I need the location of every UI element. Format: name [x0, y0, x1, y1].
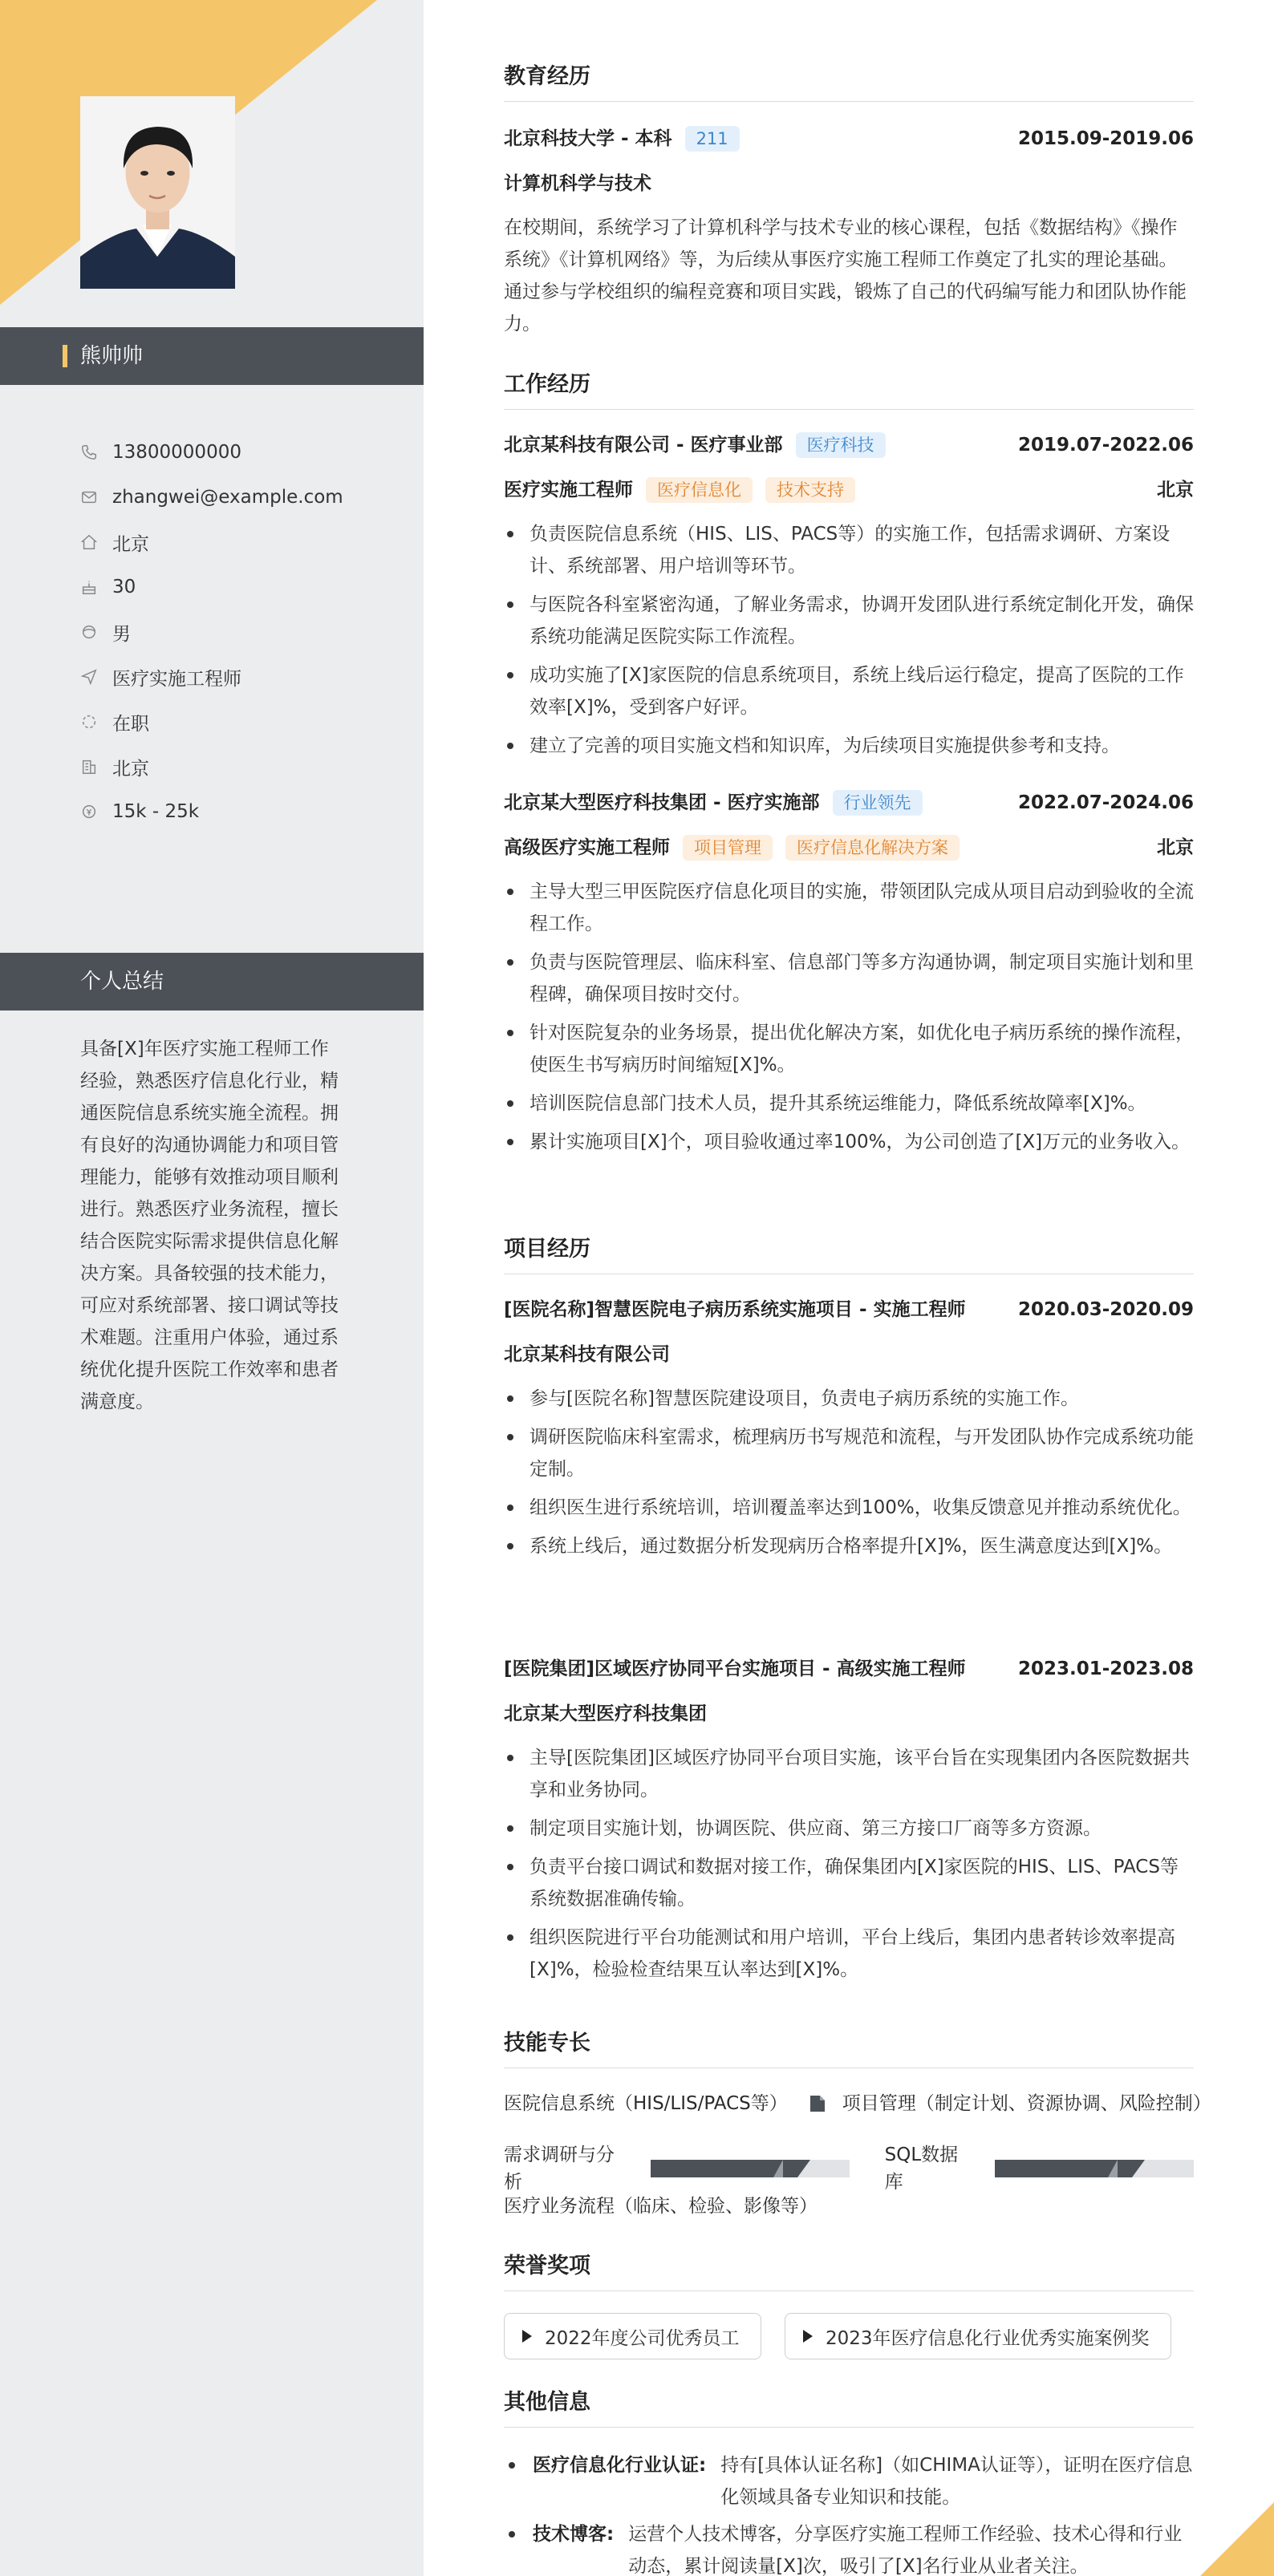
- award-text: 2022年度公司优秀员工: [545, 2327, 740, 2349]
- project-company: 北京某大型医疗科技集团: [504, 1703, 707, 1724]
- avatar: [80, 96, 235, 289]
- info-phone: [80, 430, 417, 475]
- job-position-tag: 医疗信息化解决方案: [785, 835, 960, 861]
- other-info-text: 运营个人技术博客，分享医疗实施工程师工作经验、技术心得和行业动态，累计阅读量[X]次，吸引了[X]名行业从业者关注。: [628, 2524, 1183, 2576]
- name-accent-mark: [63, 345, 67, 367]
- other-info-label: 技术博客:: [533, 2524, 615, 2545]
- salary-icon: [80, 803, 98, 820]
- job-header: [504, 789, 1194, 816]
- summary-text: 具备[X]年医疗实施工程师工作经验，熟悉医疗信息化行业，精通医院信息系统实施全流程。拥有良好的沟通协调能力和项目管理能力，能够有效推动项目顺利进行。熟悉医疗业务流程，擅长结合医院实际需求提供信息化解决方案。具备较强的技术能力，可应对系统部署、接口调试等技术难题。注重用户体验，通过系统优化提升医院工作效率和患者满意度。: [80, 1039, 339, 1412]
- summary-title: 个人总结: [80, 970, 164, 994]
- job-company: 北京某科技有限公司 - 医疗事业部: [504, 435, 783, 456]
- info-phone-value: 13800000000: [112, 442, 241, 463]
- document-icon: [809, 2094, 826, 2113]
- info-age: [80, 565, 417, 610]
- skill-level-fill: [651, 2160, 797, 2177]
- gender-icon: [80, 623, 98, 641]
- skill-level-bar: [651, 2160, 850, 2177]
- education-tag: 211: [685, 126, 740, 152]
- info-status-value: 在职: [112, 713, 149, 735]
- project-bullet-list: [504, 1383, 1194, 1569]
- job-company: 北京某大型医疗科技集团 - 医疗实施部: [504, 792, 820, 813]
- info-status: [80, 699, 417, 744]
- list-item: 主导[医院集团]区域医疗协同平台项目实施，该平台旨在实现集团内各医院数据共享和业务协同。: [504, 1742, 1194, 1806]
- project-header: [504, 1296, 1194, 1323]
- decorative-corner: [1200, 2502, 1274, 2576]
- info-salary: [80, 789, 417, 834]
- cake-icon: [80, 578, 98, 596]
- list-item: 组织医生进行系统培训，培训覆盖率达到100%，收集反馈意见并推动系统优化。: [504, 1492, 1194, 1524]
- other-section-title: 其他信息: [504, 2388, 1194, 2428]
- project-name: [医院集团]区域医疗协同平台实施项目 - 高级实施工程师: [504, 1659, 966, 1679]
- skill-name: 医疗业务流程（临床、检验、影像等）: [504, 2196, 818, 2217]
- info-gender-value: 男: [112, 623, 131, 645]
- award-item: [785, 2313, 1171, 2359]
- mail-icon: [80, 488, 98, 506]
- other-info-item: [504, 2449, 1194, 2513]
- project-name: [医院名称]智慧医院电子病历系统实施项目 - 实施工程师: [504, 1299, 966, 1320]
- play-icon: [803, 2330, 813, 2343]
- skills-row: [504, 2090, 1226, 2117]
- skills-section-title: 技能专长: [504, 2029, 1194, 2068]
- phone-icon: [80, 444, 98, 461]
- contact-info-list: [80, 430, 417, 834]
- job-company-tag: 行业领先: [833, 790, 923, 816]
- job-position: 高级医疗实施工程师: [504, 837, 670, 858]
- job-period: 2022.07-2024.06: [1017, 792, 1194, 813]
- skill-name: 医院信息系统（HIS/LIS/PACS等）: [504, 2093, 788, 2114]
- project-period: 2020.03-2020.09: [1017, 1299, 1194, 1320]
- other-info-item: [504, 2518, 1194, 2576]
- project-header: [504, 1655, 1194, 1683]
- info-salary-value: 15k - 25k: [112, 801, 200, 822]
- list-item: 针对医院复杂的业务场景，提出优化解决方案，如优化电子病历系统的操作流程，使医生书写病历时间缩短[X]%。: [504, 1017, 1194, 1081]
- job-position-tag: 技术支持: [765, 477, 855, 503]
- award-text: 2023年医疗信息化行业优秀实施案例奖: [826, 2327, 1150, 2349]
- project-company: 北京某科技有限公司: [504, 1344, 670, 1365]
- send-icon: [80, 668, 98, 686]
- education-section-title: 教育经历: [504, 63, 1194, 102]
- building-icon: [80, 758, 98, 776]
- info-email: [80, 475, 417, 520]
- skill-name: 需求调研与分析: [504, 2145, 615, 2193]
- home-icon: [80, 533, 98, 551]
- job-bullet-list: [504, 876, 1194, 1164]
- info-home-value: 北京: [112, 533, 149, 555]
- job-period: 2019.07-2022.06: [1017, 435, 1194, 456]
- list-item: 累计实施项目[X]个，项目验收通过率100%，为公司创造了[X]万元的业务收入。: [504, 1126, 1194, 1158]
- skills-row: [504, 2141, 1194, 2196]
- awards-section-title: 荣誉奖项: [504, 2252, 1194, 2291]
- info-city-value: 北京: [112, 758, 149, 780]
- list-item: 组织医院进行平台功能测试和用户培训，平台上线后，集团内患者转诊效率提高[X]%，检验检查结果互认率达到[X]%。: [504, 1922, 1194, 1986]
- skill-level-fill: [995, 2160, 1132, 2177]
- education-major-row: [504, 170, 1194, 197]
- project-bullet-list: [504, 1742, 1194, 1992]
- list-item: 制定项目实施计划，协调医院、供应商、第三方接口厂商等多方资源。: [504, 1813, 1194, 1845]
- project-company-row: [504, 1341, 1194, 1368]
- bullet-dot: [509, 2462, 515, 2469]
- education-school: 北京科技大学 - 本科: [504, 128, 672, 149]
- list-item: 系统上线后，通过数据分析发现病历合格率提升[X]%，医生满意度达到[X]%。: [504, 1530, 1194, 1562]
- project-company-row: [504, 1700, 1194, 1727]
- projects-section-title: 项目经历: [504, 1235, 1194, 1274]
- list-item: 培训医院信息部门技术人员，提升其系统运维能力，降低系统故障率[X]%。: [504, 1088, 1194, 1120]
- work-section-title: 工作经历: [504, 371, 1194, 410]
- list-item: 负责与医院管理层、临床科室、信息部门等多方沟通协调，制定项目实施计划和里程碑，确保项目按时交付。: [504, 946, 1194, 1011]
- list-item: 参与[医院名称]智慧医院建设项目，负责电子病历系统的实施工作。: [504, 1383, 1194, 1415]
- status-icon: [80, 713, 98, 731]
- job-position: 医疗实施工程师: [504, 480, 633, 500]
- candidate-name: 熊帅帅: [80, 344, 144, 368]
- info-age-value: 30: [112, 577, 136, 597]
- education-major: 计算机科学与技术: [504, 173, 651, 194]
- job-position-tag: 医疗信息化: [646, 477, 753, 503]
- summary-bar: [0, 953, 424, 1011]
- play-icon: [522, 2330, 532, 2343]
- sidebar: [0, 0, 424, 2576]
- name-bar: [0, 327, 424, 385]
- list-item: 建立了完善的项目实施文档和知识库，为后续项目实施提供参考和支持。: [504, 730, 1194, 762]
- award-item: [504, 2313, 761, 2359]
- skill-name: SQL数据库: [884, 2145, 959, 2193]
- list-item: 成功实施了[X]家医院的信息系统项目，系统上线后运行稳定，提高了医院的工作效率[X]%，受到客户好评。: [504, 659, 1194, 723]
- project-period: 2023.01-2023.08: [1017, 1659, 1194, 1679]
- info-home: [80, 520, 417, 565]
- list-item: 负责平台接口调试和数据对接工作，确保集团内[X]家医院的HIS、LIS、PACS等系统数据准确传输。: [504, 1851, 1194, 1915]
- job-company-tag: 医疗科技: [796, 432, 886, 458]
- info-position: [80, 654, 417, 699]
- info-position-value: 医疗实施工程师: [112, 668, 241, 690]
- bullet-dot: [509, 2531, 515, 2538]
- skills-row: [504, 2193, 1194, 2220]
- skill-name: 项目管理（制定计划、资源协调、风险控制）: [842, 2093, 1211, 2114]
- job-position-row: [504, 476, 1194, 504]
- job-location: 北京: [1157, 480, 1194, 500]
- list-item: 调研医院临床科室需求，梳理病历书写规范和流程，与开发团队协作完成系统功能定制。: [504, 1421, 1194, 1485]
- other-info-label: 医疗信息化行业认证:: [533, 2455, 707, 2476]
- job-bullet-list: [504, 518, 1194, 768]
- list-item: 主导大型三甲医院医疗信息化项目的实施，带领团队完成从项目启动到验收的全流程工作。: [504, 876, 1194, 940]
- job-location: 北京: [1157, 837, 1194, 858]
- list-item: 负责医院信息系统（HIS、LIS、PACS等）的实施工作，包括需求调研、方案设计、系统部署、用户培训等环节。: [504, 518, 1194, 582]
- education-header: [504, 125, 1194, 152]
- job-header: [504, 431, 1194, 459]
- job-position-row: [504, 834, 1194, 861]
- education-description: 在校期间，系统学习了计算机科学与技术专业的核心课程，包括《数据结构》《操作系统》《计算机网络》等，为后续从事医疗实施工程师工作奠定了扎实的理论基础。通过参与学校组织的编程竞赛和项目实践，锻炼了自己的代码编写能力和团队协作能力。: [504, 217, 1187, 334]
- info-email-value: zhangwei@example.com: [112, 487, 343, 508]
- education-period: 2015.09-2019.06: [1017, 128, 1194, 149]
- other-info-text: 持有[具体认证名称]（如CHIMA认证等），证明在医疗信息化领域具备专业知识和技能。: [720, 2455, 1193, 2508]
- info-gender: [80, 610, 417, 654]
- list-item: 与医院各科室紧密沟通，了解业务需求，协调开发团队进行系统定制化开发，确保系统功能满足医院实际工作流程。: [504, 589, 1194, 653]
- job-position-tag: 项目管理: [683, 835, 773, 861]
- skill-level-bar: [995, 2160, 1194, 2177]
- info-city: [80, 744, 417, 789]
